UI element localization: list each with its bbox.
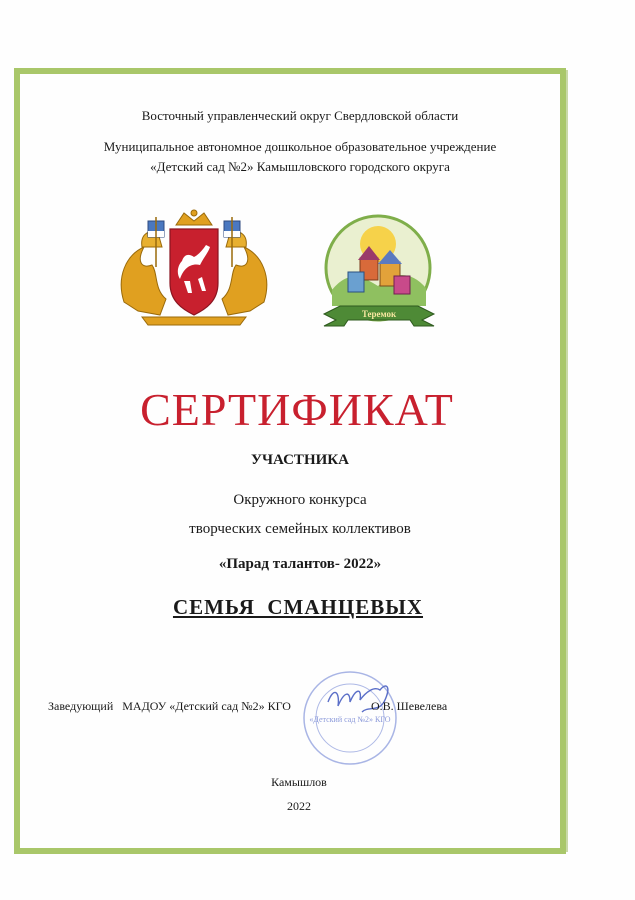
official-stamp-icon (288, 662, 408, 772)
director-name: О.В. Шевелева (370, 699, 448, 713)
recipient-text: СЕМЬЯ СМАНЦЕВЫХ (172, 595, 424, 619)
header-institution: Муниципальное автономное дошкольное образовательное учреждение (103, 139, 497, 154)
header-region: Восточный управленческий округ Свердловской области (141, 108, 459, 123)
contest-line-1: Окружного конкурса (233, 492, 367, 508)
year: 2022 (287, 799, 311, 813)
coat-of-arms-icon (114, 207, 274, 329)
certificate-subtitle: УЧАСТНИКА (251, 452, 349, 468)
contest-line-2: творческих семейных коллективов (189, 521, 411, 537)
director-position: Заведующий МАДОУ «Детский сад №2» КГО (48, 699, 291, 713)
stamp-text: «Детский сад №2» КГО (309, 715, 391, 724)
header-kindergarten: «Детский сад №2» Камышловского городского округа (150, 159, 450, 174)
teremok-logo-icon (318, 210, 440, 336)
signature-line (48, 699, 568, 714)
city: Камышлов (271, 775, 327, 789)
recipient-name (0, 594, 596, 620)
logo-lettering: Теремок (361, 309, 397, 319)
contest-name: «Парад талантов- 2022» (218, 556, 382, 572)
certificate-title: СЕРТИФИКАТ (140, 384, 454, 435)
